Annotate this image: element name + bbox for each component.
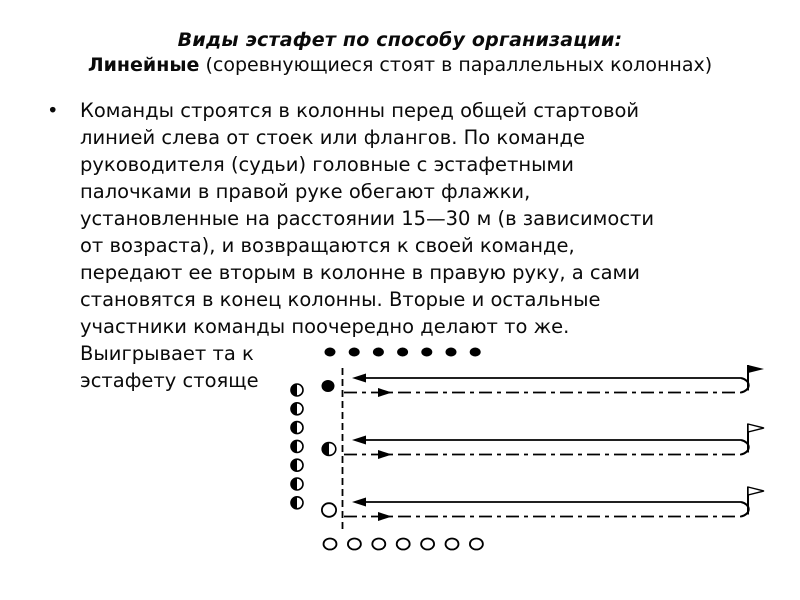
runner-half-filled (291, 422, 303, 434)
runner-filled (470, 348, 481, 357)
body-line: палочками в правой руке обегают флажки, (80, 180, 531, 203)
runner-half-filled (291, 403, 303, 415)
slide-title-keyword: Линейные (87, 54, 200, 76)
runner-half-filled (291, 440, 303, 452)
runner-open (348, 539, 361, 550)
runner-open (446, 539, 459, 550)
runner-filled (373, 348, 384, 357)
slide-title-line-1: Виды эстафет по способу организации: (177, 29, 623, 51)
runner-filled (421, 348, 432, 357)
slide-title-subtitle: (соревнующиеся стоят в параллельных колоннах) (199, 54, 713, 76)
arrow-right-icon (378, 512, 392, 521)
lane-track (344, 498, 749, 522)
relay-diagram-image (268, 338, 790, 568)
flag-icon (748, 365, 764, 391)
arrow-right-icon (378, 388, 392, 397)
body-line: линией слева от стоек или флангов. По команде (80, 126, 586, 149)
body-line: от возраста), и возвращаются к своей команде, (80, 234, 575, 257)
slide-title (0, 28, 800, 78)
left-runners-column (291, 384, 303, 509)
lane-track (344, 436, 749, 460)
slide-title-line-2 (0, 53, 800, 78)
lane-leader-half-filled (322, 443, 336, 456)
arrow-right-icon (378, 450, 392, 459)
runner-filled (325, 348, 336, 357)
lane-leader-filled (322, 380, 335, 392)
runner-filled (446, 348, 457, 357)
body-line: эстафету стояще (80, 369, 259, 392)
runner-open (421, 539, 434, 550)
top-runners-row (325, 348, 481, 357)
runner-filled (397, 348, 408, 357)
runner-open (324, 539, 337, 550)
relay-diagram (268, 338, 790, 568)
runner-open (470, 539, 483, 550)
runner-open (397, 539, 410, 550)
arrow-left-icon (352, 436, 366, 445)
body-line: передают ее вторым в колонне в правую руку, а сами (80, 261, 640, 284)
bullet-marker: • (47, 99, 59, 122)
lane-leader-open (322, 503, 336, 517)
flag-icon (748, 424, 764, 453)
flag-icon (748, 487, 764, 515)
body-line: установленные на расстоянии 15—30 м (в зависимости (80, 207, 655, 230)
body-line: руководителя (судьи) головные с эстафетными (80, 153, 574, 176)
body-line: становятся в конец колонны. Вторые и остальные (80, 288, 601, 311)
runner-filled (349, 348, 360, 357)
arrow-left-icon (352, 374, 366, 383)
arrow-left-icon (352, 498, 366, 507)
body-line: Команды строятся в колонны перед общей стартовой (80, 99, 640, 122)
body-line: Выигрывает та к (80, 342, 254, 365)
body-line: участники команды поочередно делают то же. (80, 315, 570, 338)
lane-track (344, 374, 749, 398)
runner-half-filled (291, 459, 303, 471)
runner-half-filled (291, 384, 303, 396)
runner-open (372, 539, 385, 550)
runner-half-filled (291, 497, 303, 509)
bottom-runners-row (324, 539, 483, 550)
runner-half-filled (291, 478, 303, 490)
